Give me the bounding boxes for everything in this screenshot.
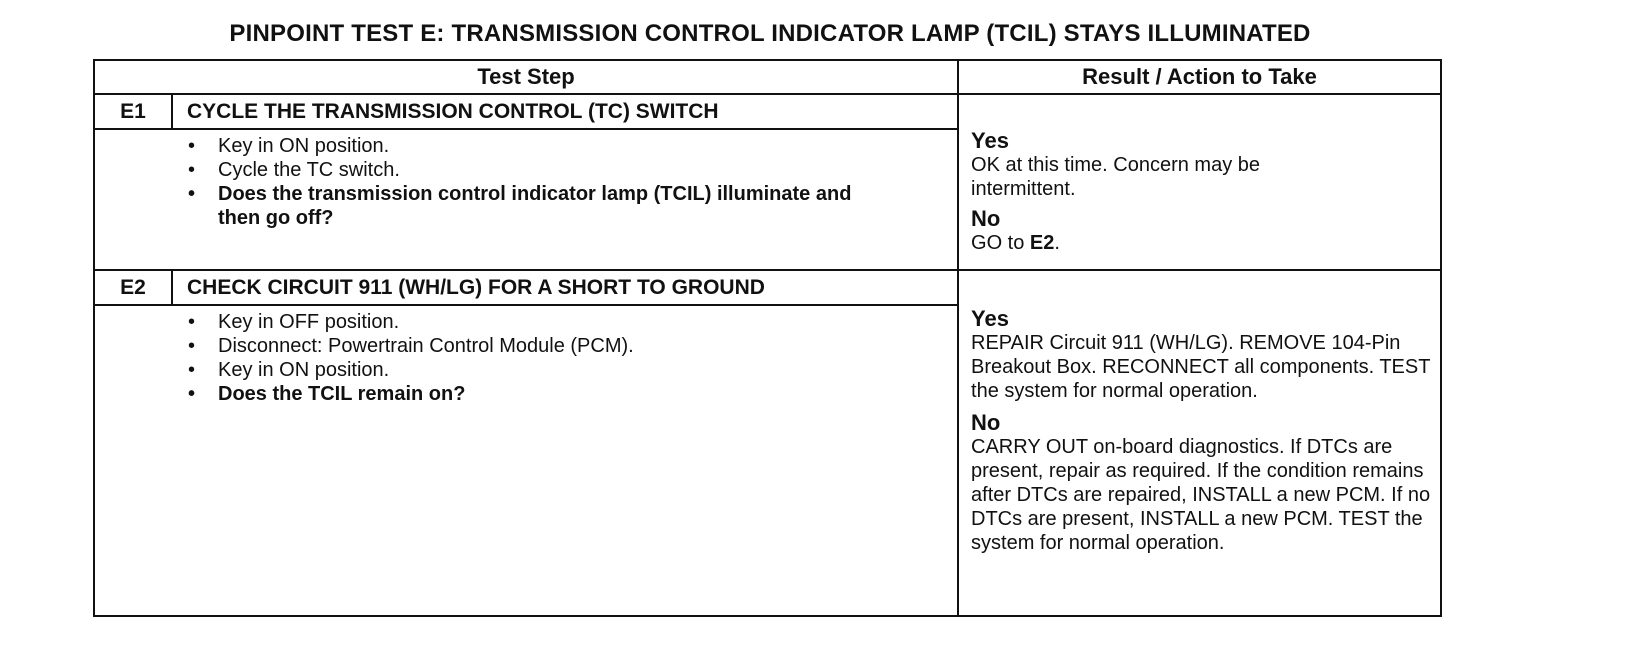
list-item-question: • Does the TCIL remain on? <box>188 382 957 406</box>
step-e2-heading-row <box>94 270 1441 305</box>
step-id-e1: E1 <box>94 94 172 129</box>
no-answer-e1 <box>971 207 1440 255</box>
no-text-e2: CARRY OUT on-board diagnostics. If DTCs are present, repair as required. If the condition remains after DTCs are repaired, INSTALL a new PCM. If no DTCs are present, INSTALL a new PCM. TEST the system for normal operation. <box>971 436 1431 554</box>
list-item: • Cycle the TC switch. <box>188 158 957 182</box>
pinpoint-test-table <box>93 59 1442 617</box>
no-label-e1: No <box>971 206 1001 231</box>
table-header-row <box>94 60 1441 94</box>
step-id-e2: E2 <box>94 270 172 305</box>
list-item: • Key in OFF position. <box>188 310 957 334</box>
result-cell-e2 <box>958 270 1441 616</box>
list-item: • Disconnect: Powertrain Control Module (PCM). <box>188 334 957 358</box>
list-item-question: • Does the transmission control indicator lamp (TCIL) illuminate and then go off? <box>188 182 858 230</box>
result-cell-e1 <box>958 94 1441 270</box>
step-e1-heading-row <box>94 94 1441 129</box>
header-test-step: Test Step <box>94 60 958 94</box>
step-bullets-e1 <box>172 134 957 230</box>
header-result: Result / Action to Take <box>958 60 1441 94</box>
yes-text-e2: REPAIR Circuit 911 (WH/LG). REMOVE 104-Pin Breakout Box. RECONNECT all components. TEST the system for normal operation. <box>971 332 1431 402</box>
step-body-e2 <box>172 305 958 616</box>
list-item: • Key in ON position. <box>188 134 957 158</box>
yes-text-e1: OK at this time. Concern may be intermittent. <box>971 154 1261 200</box>
step-bullets-e2 <box>172 310 957 406</box>
yes-answer-e2 <box>971 307 1440 403</box>
no-text-e1 <box>971 231 1440 255</box>
list-item: • Key in ON position. <box>188 358 957 382</box>
no-answer-e2 <box>971 411 1440 555</box>
page-title: PINPOINT TEST E: TRANSMISSION CONTROL INDICATOR LAMP (TCIL) STAYS ILLUMINATED <box>229 20 1311 47</box>
yes-label-e2: Yes <box>971 306 1009 331</box>
step-heading-e1: CYCLE THE TRANSMISSION CONTROL (TC) SWITCH <box>172 94 958 129</box>
yes-answer-e1 <box>971 129 1440 201</box>
no-text-suffix-e1: . <box>1054 232 1060 254</box>
step-id-spacer-e2 <box>94 305 172 616</box>
step-id-spacer-e1 <box>94 129 172 270</box>
no-label-e2: No <box>971 410 1001 435</box>
yes-label-e1: Yes <box>971 128 1009 153</box>
step-body-e1 <box>172 129 958 270</box>
step-heading-e2: CHECK CIRCUIT 911 (WH/LG) FOR A SHORT TO GROUND <box>172 270 958 305</box>
no-text-prefix-e1: GO to <box>971 232 1030 254</box>
step-link-e2: E2 <box>1029 232 1055 254</box>
